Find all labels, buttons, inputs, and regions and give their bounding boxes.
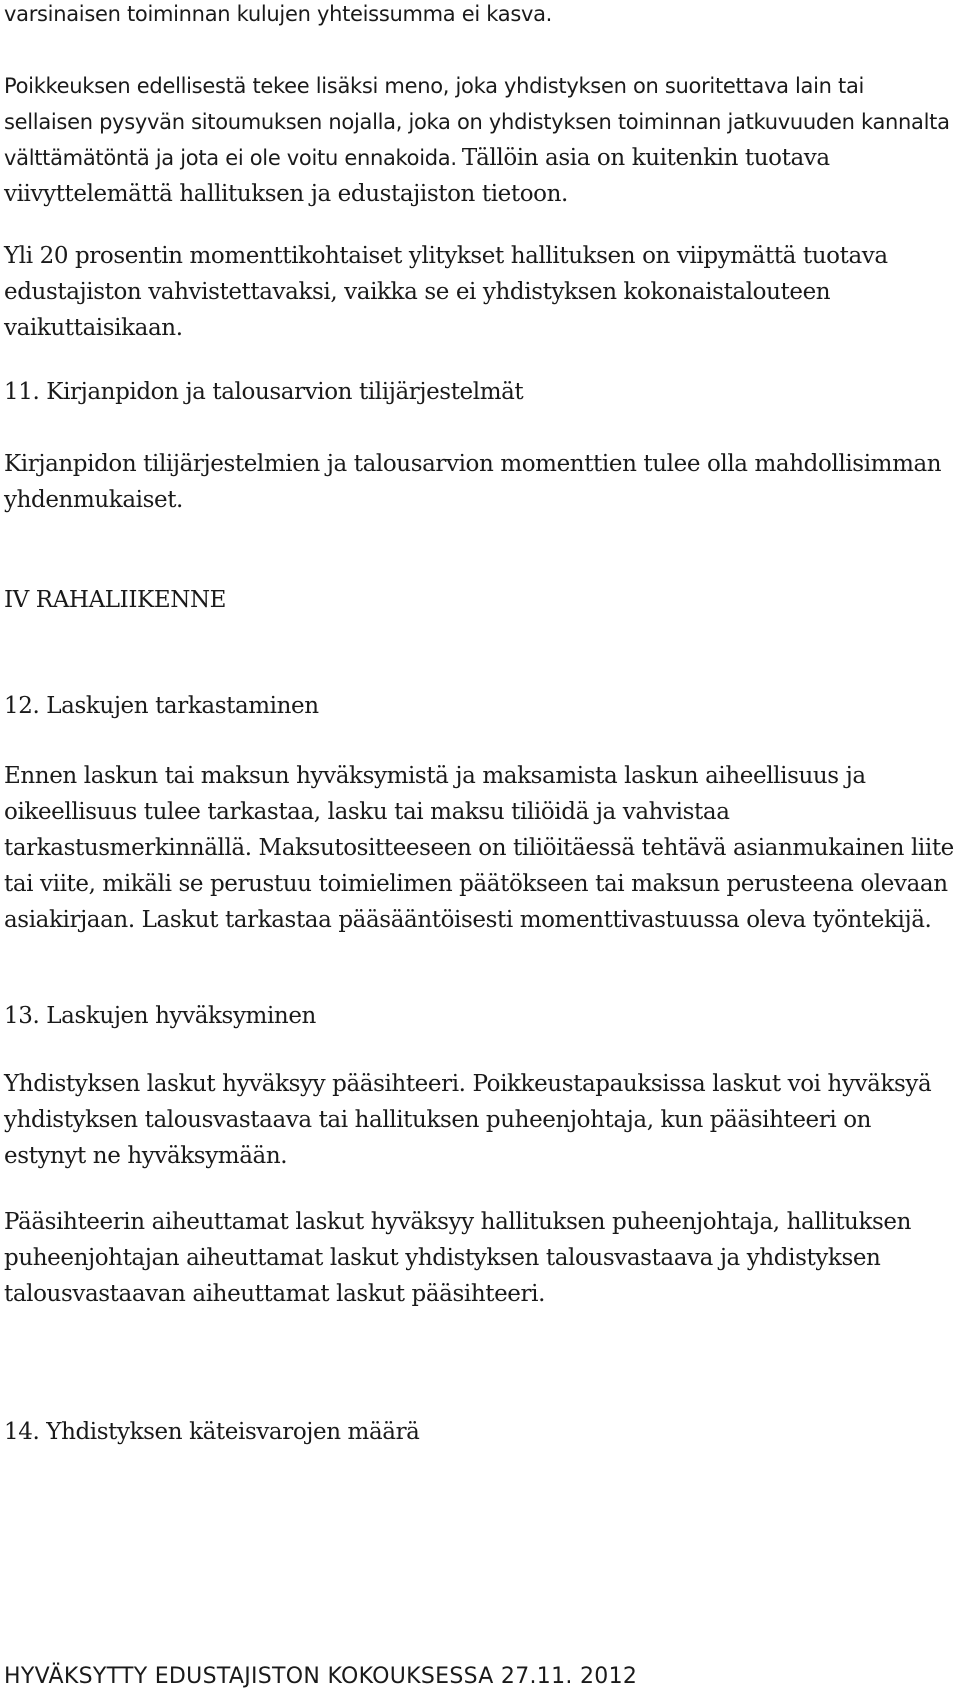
heading-section-14: 14. Yhdistyksen käteisvarojen määrä (4, 1419, 420, 1445)
paragraph-exception-sans-part: Poikkeuksen edellisestä tekee lisäksi meno, joka yhdistyksen on suoritettava lain tai sellaisen pysyvän sitoumuksen nojalla, joka on yhdistyksen toiminnan jatkuvuuden kannalta välttämätöntä ja jota ei ole voitu ennakoida. (4, 74, 950, 170)
footer-approval-note: HYVÄKSYTTY EDUSTAJISTON KOKOUKSESSA 27.11. 2012 (4, 1664, 638, 1689)
paragraph-account-systems: Kirjanpidon tilijärjestelmien ja talousarvion momenttien tulee olla mahdollisimman yhdenmukaiset. (4, 451, 942, 513)
heading-section-11: 11. Kirjanpidon ja talousarvion tilijärjestelmät (4, 379, 524, 405)
paragraph-exception-serif-part: Tällöin asia on kuitenkin tuotava viivyttelemättä hallituksen ja edustajiston tietoon. (4, 145, 830, 207)
paragraph-continued: varsinaisen toiminnan kulujen yhteissumma ei kasva. (4, 2, 553, 26)
heading-section-iv: IV RAHALIIKENNE (4, 587, 227, 613)
paragraph-invoice-approval: Yhdistyksen laskut hyväksyy pääsihteeri. Poikkeustapauksissa laskut voi hyväksyä yhdistyksen talousvastaava tai hallituksen puheenjohtaja, kun pääsihteeri on estynyt ne hyväksymään. (4, 1071, 932, 1169)
paragraph-overruns: Yli 20 prosentin momenttikohtaiset ylitykset hallituksen on viipymättä tuotava edustajiston vahvistettavaksi, vaikka se ei yhdistyksen kokonaistalouteen vaikuttaisikaan. (4, 243, 888, 341)
paragraph-invoice-review: Ennen laskun tai maksun hyväksymistä ja maksamista laskun aiheellisuus ja oikeellisuus tulee tarkastaa, lasku tai maksu tiliöidä ja vahvistaa tarkastusmerkinnällä. Maksutositteeseen on tiliöitäessä tehtävä asianmukainen liite tai viite, mikäli se perustuu toimielimen päätökseen tai maksun perusteena olevaan asiakirjaan. Laskut tarkastaa pääsääntöisesti momenttivastuussa oleva työntekijä. (4, 763, 954, 933)
heading-section-12: 12. Laskujen tarkastaminen (4, 693, 319, 719)
heading-section-13: 13. Laskujen hyväksyminen (4, 1003, 316, 1029)
paragraph-exception (4, 68, 956, 212)
paragraph-approval-chain: Pääsihteerin aiheuttamat laskut hyväksyy hallituksen puheenjohtaja, hallituksen puheenjohtajan aiheuttamat laskut yhdistyksen talousvastaava ja yhdistyksen talousvastaavan aiheuttamat laskut pääsihteeri. (4, 1209, 912, 1307)
